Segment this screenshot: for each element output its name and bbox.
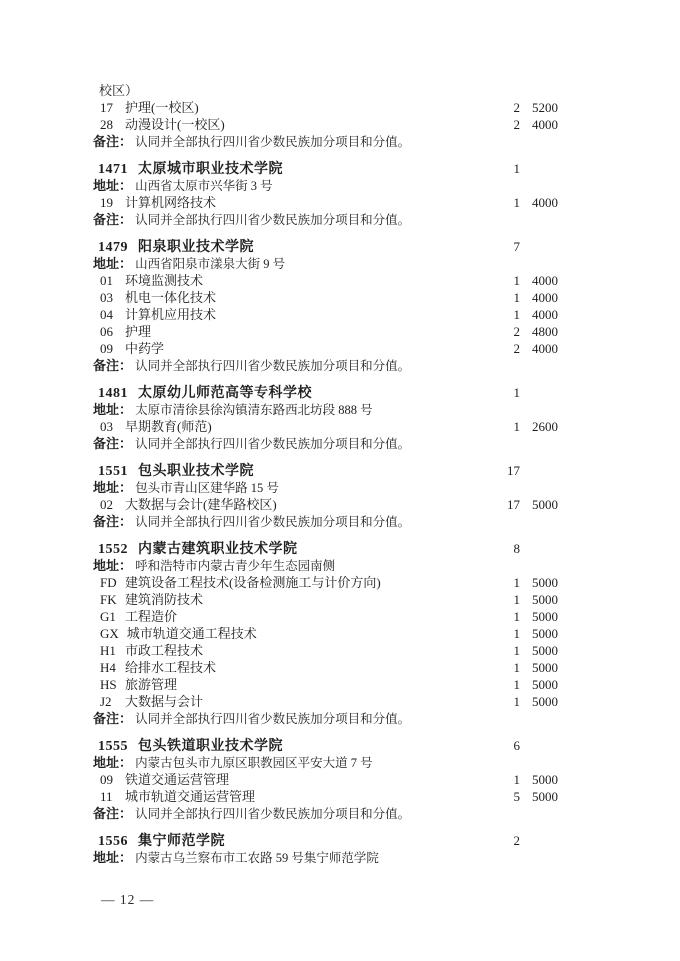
major-count: 1 bbox=[513, 677, 520, 692]
major-code: 19 bbox=[100, 195, 113, 210]
major-row bbox=[93, 642, 558, 659]
school-name: 阳泉职业技术学院 bbox=[138, 238, 254, 254]
address-text: 内蒙古包头市九原区职教园区平安大道 7 号 bbox=[132, 756, 373, 770]
major-row bbox=[93, 625, 558, 642]
major-name: 早期教育(师范) bbox=[125, 419, 212, 434]
major-fee: 5000 bbox=[532, 592, 558, 607]
school-code: 1556 bbox=[98, 834, 128, 849]
school-header-row bbox=[93, 160, 558, 177]
school-section bbox=[93, 384, 558, 452]
continuation-text: 校区） bbox=[99, 83, 139, 98]
note-text: 认同并全部执行四川省少数民族加分项目和分值。 bbox=[132, 515, 411, 529]
school-name: 包头铁道职业技术学院 bbox=[138, 737, 283, 753]
major-fee: 4000 bbox=[532, 341, 558, 356]
school-name: 太原幼儿师范高等专科学校 bbox=[138, 384, 312, 400]
note-row bbox=[93, 435, 558, 452]
major-code: G1 bbox=[100, 609, 116, 624]
major-row bbox=[93, 272, 558, 289]
school-code: 1552 bbox=[98, 542, 128, 557]
major-name: 中药学 bbox=[125, 341, 165, 356]
major-fee: 4000 bbox=[532, 117, 558, 132]
school-header-row bbox=[93, 384, 558, 401]
address-text: 山西省太原市兴华街 3 号 bbox=[132, 179, 273, 193]
major-fee: 5000 bbox=[532, 677, 558, 692]
note-row bbox=[93, 211, 558, 228]
major-row bbox=[93, 99, 558, 116]
major-code: H1 bbox=[100, 643, 116, 658]
note-text: 认同并全部执行四川省少数民族加分项目和分值。 bbox=[132, 135, 411, 149]
school-name: 包头职业技术学院 bbox=[138, 462, 254, 478]
major-count: 1 bbox=[513, 575, 520, 590]
school-plan-count: 2 bbox=[513, 833, 520, 848]
major-row bbox=[93, 116, 558, 133]
school-header-row bbox=[93, 540, 558, 557]
major-count: 2 bbox=[513, 100, 520, 115]
note-row bbox=[93, 805, 558, 822]
major-name: 建筑设备工程技术(设备检测施工与计价方向) bbox=[125, 575, 381, 590]
address-row bbox=[93, 754, 558, 771]
major-name: 给排水工程技术 bbox=[125, 660, 217, 675]
address-text: 包头市青山区建华路 15 号 bbox=[132, 481, 279, 495]
major-fee: 5000 bbox=[532, 660, 558, 675]
major-count: 2 bbox=[513, 341, 520, 356]
major-count: 1 bbox=[513, 307, 520, 322]
major-code: FD bbox=[100, 575, 117, 590]
major-fee: 4000 bbox=[532, 290, 558, 305]
major-count: 1 bbox=[513, 626, 520, 641]
address-label: 地址： bbox=[93, 402, 133, 417]
major-name: 市政工程技术 bbox=[125, 643, 204, 658]
address-row bbox=[93, 401, 558, 418]
major-code: 04 bbox=[100, 307, 113, 322]
major-fee: 4000 bbox=[532, 307, 558, 322]
school-name: 太原城市职业技术学院 bbox=[138, 160, 283, 176]
major-name: 大数据与会计 bbox=[125, 694, 204, 709]
school-section bbox=[93, 462, 558, 530]
major-row bbox=[93, 659, 558, 676]
address-label: 地址： bbox=[93, 558, 133, 573]
page-number: — 12 — bbox=[101, 892, 155, 907]
school-code: 1479 bbox=[98, 240, 128, 255]
major-count: 2 bbox=[513, 117, 520, 132]
major-count: 1 bbox=[513, 694, 520, 709]
major-row bbox=[93, 788, 558, 805]
major-fee: 4800 bbox=[532, 324, 558, 339]
note-label: 备注： bbox=[93, 514, 133, 529]
address-text: 山西省阳泉市漾泉大街 9 号 bbox=[132, 257, 286, 271]
address-label: 地址： bbox=[93, 480, 133, 495]
note-row bbox=[93, 357, 558, 374]
address-label: 地址： bbox=[93, 755, 133, 770]
major-code: 28 bbox=[100, 117, 113, 132]
note-label: 备注： bbox=[93, 711, 133, 726]
major-name: 大数据与会计(建华路校区) bbox=[125, 497, 277, 512]
major-count: 5 bbox=[513, 789, 520, 804]
school-code: 1555 bbox=[98, 739, 128, 754]
major-row bbox=[93, 591, 558, 608]
school-code: 1481 bbox=[98, 386, 128, 401]
major-name: 护理(一校区) bbox=[125, 100, 199, 115]
page-footer bbox=[101, 892, 154, 908]
note-label: 备注： bbox=[93, 806, 133, 821]
major-name: 计算机应用技术 bbox=[125, 307, 217, 322]
major-fee: 2600 bbox=[532, 419, 558, 434]
major-code: 01 bbox=[100, 273, 113, 288]
major-fee: 5000 bbox=[532, 694, 558, 709]
major-row bbox=[93, 340, 558, 357]
major-count: 1 bbox=[513, 592, 520, 607]
major-code: 03 bbox=[100, 290, 113, 305]
note-text: 认同并全部执行四川省少数民族加分项目和分值。 bbox=[132, 213, 411, 227]
major-code: 02 bbox=[100, 497, 113, 512]
school-plan-count: 1 bbox=[513, 161, 520, 176]
major-name: 旅游管理 bbox=[125, 677, 178, 692]
school-section bbox=[93, 737, 558, 822]
note-text: 认同并全部执行四川省少数民族加分项目和分值。 bbox=[132, 437, 411, 451]
school-code: 1551 bbox=[98, 464, 128, 479]
major-row bbox=[93, 323, 558, 340]
major-name: 铁道交通运营管理 bbox=[125, 772, 230, 787]
address-row bbox=[93, 557, 558, 574]
school-plan-count: 7 bbox=[513, 239, 520, 254]
school-plan-count: 1 bbox=[513, 385, 520, 400]
major-fee: 5000 bbox=[532, 789, 558, 804]
address-row bbox=[93, 849, 558, 866]
major-row bbox=[93, 496, 558, 513]
school-name: 集宁师范学院 bbox=[138, 832, 225, 848]
major-name: 工程造价 bbox=[125, 609, 178, 624]
major-code: 11 bbox=[100, 789, 113, 804]
school-plan-count: 6 bbox=[513, 738, 520, 753]
major-code: 17 bbox=[100, 100, 113, 115]
major-code: H4 bbox=[100, 660, 116, 675]
note-text: 认同并全部执行四川省少数民族加分项目和分值。 bbox=[132, 807, 411, 821]
major-name: 机电一体化技术 bbox=[125, 290, 217, 305]
school-name: 内蒙古建筑职业技术学院 bbox=[138, 540, 298, 556]
note-label: 备注： bbox=[93, 358, 133, 373]
major-name: 城市轨道交通运营管理 bbox=[125, 789, 256, 804]
document-content bbox=[0, 82, 680, 866]
address-row bbox=[93, 255, 558, 272]
major-fee: 4000 bbox=[532, 195, 558, 210]
continuation-section bbox=[93, 82, 558, 150]
major-row bbox=[93, 574, 558, 591]
school-header-row bbox=[93, 737, 558, 754]
major-count: 1 bbox=[513, 660, 520, 675]
major-row bbox=[93, 693, 558, 710]
note-label: 备注： bbox=[93, 134, 133, 149]
major-code: 09 bbox=[100, 772, 113, 787]
major-fee: 5000 bbox=[532, 772, 558, 787]
school-header-row bbox=[93, 462, 558, 479]
major-count: 1 bbox=[513, 643, 520, 658]
note-row bbox=[93, 133, 558, 150]
address-text: 呼和浩特市内蒙古青少年生态园南侧 bbox=[132, 559, 336, 573]
school-header-row bbox=[93, 238, 558, 255]
major-fee: 5000 bbox=[532, 643, 558, 658]
major-code: HS bbox=[100, 677, 117, 692]
major-count: 1 bbox=[513, 772, 520, 787]
note-text: 认同并全部执行四川省少数民族加分项目和分值。 bbox=[132, 359, 411, 373]
major-count: 1 bbox=[513, 273, 520, 288]
major-name: 建筑消防技术 bbox=[125, 592, 204, 607]
school-section bbox=[93, 238, 558, 374]
note-label: 备注： bbox=[93, 212, 133, 227]
school-header-row bbox=[93, 832, 558, 849]
note-label: 备注： bbox=[93, 436, 133, 451]
address-label: 地址： bbox=[93, 850, 133, 865]
major-count: 1 bbox=[513, 419, 520, 434]
major-fee: 5000 bbox=[532, 626, 558, 641]
major-row bbox=[93, 771, 558, 788]
major-count: 1 bbox=[513, 195, 520, 210]
major-row bbox=[93, 289, 558, 306]
major-code: FK bbox=[100, 592, 117, 607]
address-label: 地址： bbox=[93, 256, 133, 271]
major-count: 1 bbox=[513, 609, 520, 624]
school-section bbox=[93, 832, 558, 866]
major-fee: 5000 bbox=[532, 497, 558, 512]
major-count: 2 bbox=[513, 324, 520, 339]
note-text: 认同并全部执行四川省少数民族加分项目和分值。 bbox=[132, 712, 411, 726]
address-text: 内蒙古乌兰察布市工农路 59 号集宁师范学院 bbox=[132, 851, 379, 865]
major-fee: 5200 bbox=[532, 100, 558, 115]
major-count: 17 bbox=[507, 497, 520, 512]
major-fee: 4000 bbox=[532, 273, 558, 288]
major-code: 06 bbox=[100, 324, 113, 339]
school-plan-count: 8 bbox=[513, 541, 520, 556]
major-code: GX bbox=[100, 626, 119, 641]
major-name: 计算机网络技术 bbox=[125, 195, 217, 210]
school-section bbox=[93, 540, 558, 727]
major-code: J2 bbox=[100, 694, 112, 709]
major-name: 动漫设计(一校区) bbox=[125, 117, 225, 132]
major-code: 03 bbox=[100, 419, 113, 434]
major-row bbox=[93, 194, 558, 211]
major-row bbox=[93, 608, 558, 625]
major-name: 城市轨道交通工程技术 bbox=[126, 626, 257, 641]
address-row bbox=[93, 479, 558, 496]
major-row bbox=[93, 418, 558, 435]
school-plan-count: 17 bbox=[507, 463, 520, 478]
school-section bbox=[93, 160, 558, 228]
major-name: 护理 bbox=[125, 324, 152, 339]
major-fee: 5000 bbox=[532, 609, 558, 624]
major-row bbox=[93, 676, 558, 693]
address-row bbox=[93, 177, 558, 194]
major-code: 09 bbox=[100, 341, 113, 356]
address-label: 地址： bbox=[93, 178, 133, 193]
major-name: 环境监测技术 bbox=[125, 273, 204, 288]
address-text: 太原市清徐县徐沟镇清东路西北坊段 888 号 bbox=[132, 403, 373, 417]
major-row bbox=[93, 306, 558, 323]
note-row bbox=[93, 513, 558, 530]
note-row bbox=[93, 710, 558, 727]
school-code: 1471 bbox=[98, 162, 128, 177]
major-fee: 5000 bbox=[532, 575, 558, 590]
major-count: 1 bbox=[513, 290, 520, 305]
